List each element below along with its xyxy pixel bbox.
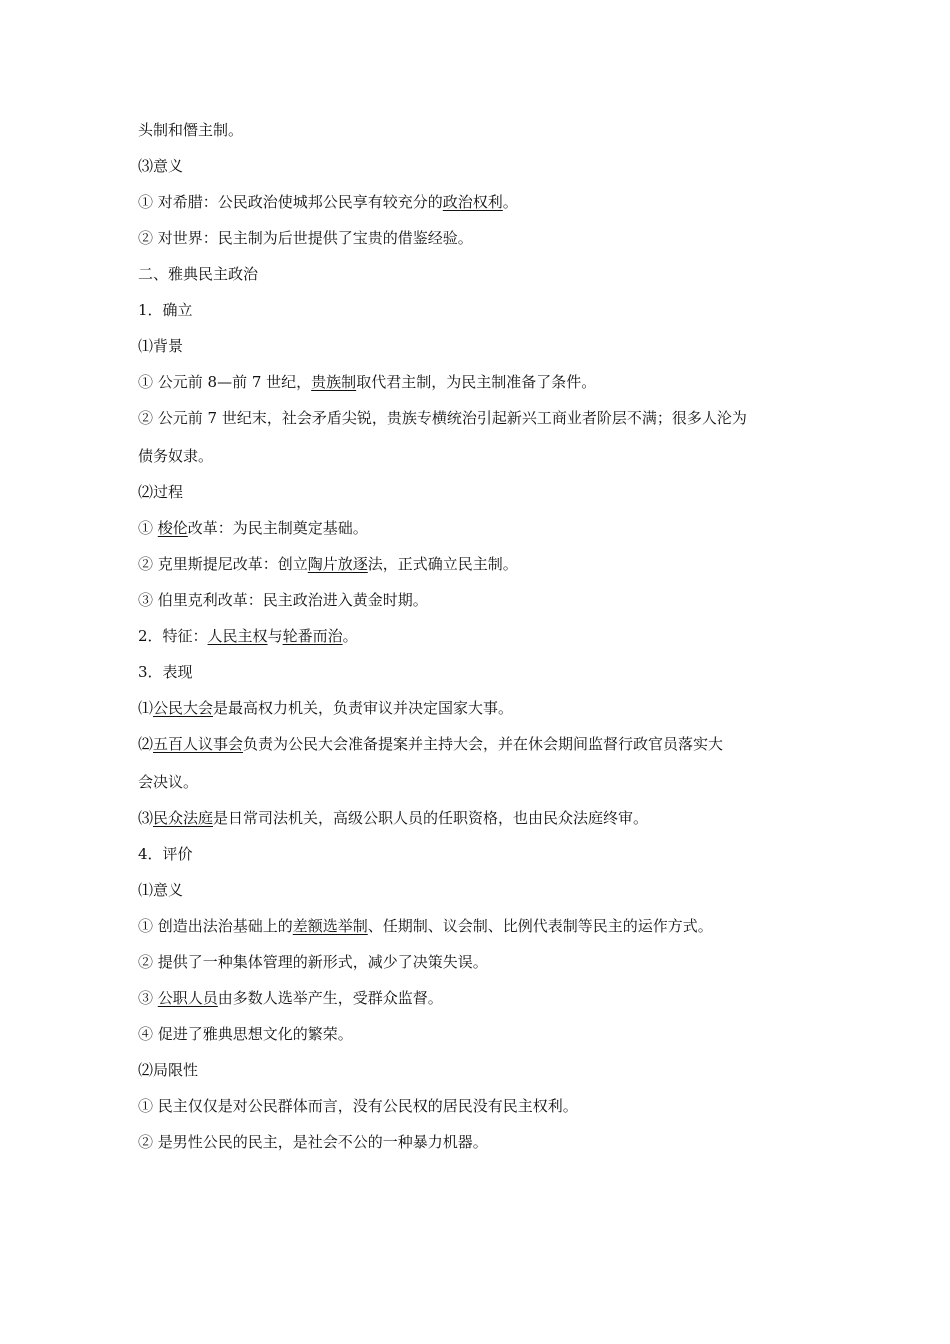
subheading <box>138 1060 828 1080</box>
list-item <box>138 916 828 936</box>
subheading <box>138 156 828 176</box>
underlined-term: 陶片放逐 <box>307 555 368 573</box>
text-span: ① 民主仅仅是对公民群体而言，没有公民权的居民没有民主权利。 <box>138 1097 578 1115</box>
text-span: ① 对希腊：公民政治使城邦公民享有较充分的 <box>138 193 443 211</box>
text-span: ② 是男性公民的民主，是社会不公的一种暴力机器。 <box>138 1133 488 1151</box>
list-item <box>138 988 828 1008</box>
underlined-term: 民众法庭 <box>153 809 214 827</box>
text-span: ① 创造出法治基础上的 <box>138 917 293 935</box>
list-item <box>138 408 828 466</box>
list-item <box>138 372 828 392</box>
text-span: ⑶ <box>138 809 154 827</box>
text-span: 1．确立 <box>138 301 193 319</box>
text-span: 由多数人选举产生，受群众监督。 <box>217 989 443 1007</box>
list-item <box>138 554 828 574</box>
text-line <box>138 120 828 140</box>
list-item <box>138 808 828 828</box>
subheading <box>138 844 828 864</box>
text-span: 4．评价 <box>138 845 193 863</box>
text-span: 。 <box>342 627 358 645</box>
text-span: 头制和僭主制。 <box>138 121 244 139</box>
text-span: ② 公元前 7 世纪末，社会矛盾尖锐，贵族专横统治引起新兴工商业者阶层不满；很多人沦为 <box>138 409 747 427</box>
text-span: ⑶意义 <box>138 157 184 175</box>
subheading <box>138 482 828 502</box>
underlined-term: 轮番而治 <box>282 627 343 645</box>
text-span: ② 对世界：民主制为后世提供了宝贵的借鉴经验。 <box>138 229 473 247</box>
underlined-term: 政治权利 <box>442 193 503 211</box>
text-span: 是日常司法机关，高级公职人员的任职资格，也由民众法庭终审。 <box>213 809 649 827</box>
text-span: 是最高权力机关，负责审议并决定国家大事。 <box>213 699 514 717</box>
text-span: 二、雅典民主政治 <box>138 265 259 283</box>
text-span: 负责为公民大会准备提案并主持大会，并在休会期间监督行政官员落实大 <box>243 735 724 753</box>
text-span: ⑴意义 <box>138 881 184 899</box>
list-item <box>138 192 828 212</box>
subheading <box>138 300 828 320</box>
text-span: ⑴背景 <box>138 337 184 355</box>
text-continuation: 会决议。 <box>138 773 199 791</box>
subheading <box>138 336 828 356</box>
text-span: ② 克里斯提尼改革：创立 <box>138 555 308 573</box>
list-item <box>138 1024 828 1044</box>
text-span: 2．特征： <box>138 627 208 645</box>
list-item <box>138 1096 828 1116</box>
underlined-term: 五百人议事会 <box>153 735 244 753</box>
list-item <box>138 952 828 972</box>
document-page <box>138 120 828 1168</box>
text-continuation: 债务奴隶。 <box>138 447 214 465</box>
text-span: 。 <box>502 193 518 211</box>
underlined-term: 贵族制 <box>311 373 357 391</box>
list-item <box>138 698 828 718</box>
text-span: ① 公元前 8—前 7 世纪， <box>138 373 312 391</box>
list-item <box>138 228 828 248</box>
text-span: ⑵过程 <box>138 483 184 501</box>
text-span: ⑵ <box>138 735 154 753</box>
list-item <box>138 1132 828 1152</box>
section-heading <box>138 264 828 284</box>
text-span: 改革：为民主制奠定基础。 <box>187 519 368 537</box>
list-item <box>138 518 828 538</box>
subheading <box>138 880 828 900</box>
underlined-term: 差额选举制 <box>292 917 368 935</box>
text-span: ① <box>138 519 158 537</box>
text-span: 、任期制、议会制、比例代表制等民主的运作方式。 <box>367 917 713 935</box>
text-span: ② 提供了一种集体管理的新形式，减少了决策失误。 <box>138 953 488 971</box>
text-span: 3．表现 <box>138 663 193 681</box>
underlined-term: 公职人员 <box>157 989 218 1007</box>
text-span: 法，正式确立民主制。 <box>367 555 518 573</box>
text-span: ⑴ <box>138 699 154 717</box>
text-span: 取代君主制，为民主制准备了条件。 <box>356 373 597 391</box>
list-item <box>138 590 828 610</box>
text-span: ④ 促进了雅典思想文化的繁荣。 <box>138 1025 353 1043</box>
underlined-term: 梭伦 <box>157 519 188 537</box>
subheading <box>138 662 828 682</box>
underlined-term: 公民大会 <box>153 699 214 717</box>
text-span: ③ 伯里克利改革：民主政治进入黄金时期。 <box>138 591 428 609</box>
subheading <box>138 626 828 646</box>
underlined-term: 人民主权 <box>207 627 268 645</box>
text-span: ⑵局限性 <box>138 1061 199 1079</box>
text-span: ③ <box>138 989 158 1007</box>
list-item <box>138 734 828 792</box>
text-span: 与 <box>267 627 283 645</box>
